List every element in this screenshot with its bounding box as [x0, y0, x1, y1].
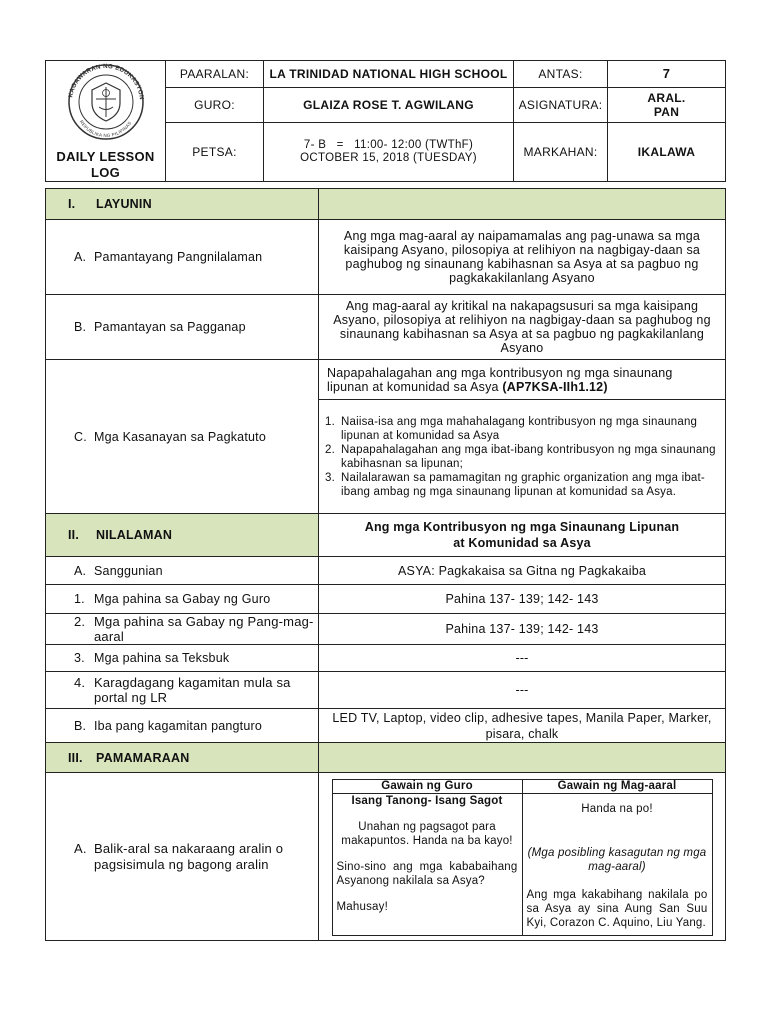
row-value: --- — [319, 645, 726, 672]
list-item: 3. Nailalarawan sa pamamagitan ng graphic organization ang mga ibat-ibang ambag ng mga sinaunang lipunan at komunidad sa Asya. — [325, 471, 705, 498]
activity-table — [332, 779, 713, 936]
row-portal-lr — [46, 672, 726, 709]
row-label: A. Sanggunian — [46, 557, 319, 585]
row-label: 2. Mga pahina sa Gabay ng Pang-mag-aaral — [46, 614, 319, 645]
activity-cell — [319, 773, 726, 941]
petsa-line-2: OCTOBER 15, 2018 (TUESDAY) — [300, 152, 477, 165]
row-label: 3. Mga pahina sa Teksbuk — [46, 645, 319, 672]
paaralan-label: PAARALAN: — [166, 61, 264, 88]
section-pamamaraan — [46, 743, 726, 773]
document-title: DAILY LESSON LOG — [56, 149, 155, 180]
row-value: Ang mag-aaral ay kritikal na nakapagsusuri sa mga kaisipang Asyano, pilosopiya at relihiyon na nagbigay-daan sa paghubog ng sinaunang kabihasnan sa Asya at sa pagbuo ng pagkakilanlang Asyano — [319, 295, 726, 360]
row-label: C. Mga Kasanayan sa Pagkatuto — [46, 360, 319, 514]
markahan-value: IKALAWA — [608, 123, 726, 182]
section-label: I. LAYUNIN — [46, 189, 319, 220]
guro-value: GLAIZA ROSE T. AGWILANG — [264, 87, 514, 122]
row-value: Ang mga mag-aaral ay naipamamalas ang pag-unawa sa mga kaisipang Asyano, pilosopiya at relihiyon na nagbigay-daan sa paghubog ng sinaunang kabihasnan sa Asya at sa pagbuo ng pagkakakilanlang Asyano — [319, 220, 726, 295]
section-empty — [319, 743, 726, 773]
row-label: 1. Mga pahina sa Gabay ng Guro — [46, 585, 319, 614]
row-pamantayan-pagganap — [46, 295, 726, 360]
guro-question: Sino-sino ang mga kababaihang Asyanong nakilala sa Asya? — [336, 861, 518, 887]
row-label: B. Iba pang kagamitan pangturo — [46, 709, 319, 743]
guro-label: GURO: — [166, 87, 264, 122]
petsa-value — [264, 123, 514, 182]
row-value: --- — [319, 672, 726, 709]
header-table — [45, 60, 726, 182]
antas-value: 7 — [608, 61, 726, 88]
row-label: B. Pamantayan sa Pagganap — [46, 295, 319, 360]
row-value: Pahina 137- 139; 142- 143 — [319, 585, 726, 614]
mag-aaral-note: (Mga posibling kasagutan ng mga mag-aaral) — [527, 847, 707, 873]
deped-seal — [67, 63, 145, 141]
antas-label: ANTAS: — [514, 61, 608, 88]
list-item: 2. Napapahalagahan ang mga ibat-ibang kontribusyon ng mga sinaunang kabihasnan sa lipunan; — [325, 443, 716, 470]
section-empty — [319, 189, 726, 220]
row-label: 4. Karagdagang kagamitan mula sa portal ng LR — [46, 672, 319, 709]
row-label: A. Balik-aral sa nakaraang aralin o pagsisimula ng bagong aralin — [46, 773, 319, 941]
guro-text: Unahan ng pagsagot para makapuntos. Handa na ba kayo! — [341, 821, 513, 847]
competency: Napapahalagahan ang mga kontribusyon ng mga sinaunang lipunan at komunidad sa Asya (AP7KSA-IIh1.12) — [319, 360, 726, 400]
row-pamantayang-pangnilalaman — [46, 220, 726, 295]
row-kasanayan — [46, 360, 726, 400]
objectives-cell — [319, 400, 726, 514]
svg-text:REPUBLIKA NG PILIPINAS: REPUBLIKA NG PILIPINAS — [78, 119, 132, 139]
seal-icon — [67, 63, 145, 141]
markahan-label: MARKAHAN: — [514, 123, 608, 182]
mag-aaral-activity — [522, 794, 712, 936]
guro-activity — [332, 794, 522, 936]
row-gabay-mag-aaral — [46, 614, 726, 645]
section-layunin — [46, 189, 726, 220]
row-iba-pang-kagamitan — [46, 709, 726, 743]
mag-aaral-text: Handa na po! — [581, 803, 653, 815]
row-value: Pahina 137- 139; 142- 143 — [319, 614, 726, 645]
activity-title: Isang Tanong- Isang Sagot — [351, 795, 503, 807]
section-nilalaman — [46, 514, 726, 557]
col-header-mag-aaral: Gawain ng Mag-aaral — [522, 780, 712, 794]
asignatura-label: ASIGNATURA: — [514, 87, 608, 122]
svg-text:KAGAWARAN NG EDUKASYON: KAGAWARAN NG EDUKASYON — [66, 63, 145, 101]
logo-cell — [46, 61, 166, 182]
petsa-label: PETSA: — [166, 123, 264, 182]
guro-praise: Mahusay! — [336, 901, 388, 913]
list-item: 1. Naiisa-isa ang mga mahahalagang kontribusyon ng mga sinaunang lipunan at komunidad sa Asya — [325, 415, 698, 442]
section-label: II. NILALAMAN — [46, 514, 319, 557]
row-label: A. Pamantayang Pangnilalaman — [46, 220, 319, 295]
competency-code: (AP7KSA-IIh1.12) — [502, 379, 608, 394]
mag-aaral-answer: Ang mga kakabihang nakilala po sa Asya ay sina Aung San Suu Kyi, Corazon C. Aquino, Liu Yang. — [526, 889, 708, 929]
objectives-list — [319, 413, 725, 501]
lesson-table — [45, 188, 726, 941]
row-value: LED TV, Laptop, video clip, adhesive tapes, Manila Paper, Marker, pisara, chalk — [319, 709, 726, 743]
asignatura-value: ARAL. PAN — [608, 87, 726, 122]
row-sanggunian — [46, 557, 726, 585]
section-label: III. PAMAMARAAN — [46, 743, 319, 773]
row-value: ASYA: Pagkakaisa sa Gitna ng Pagkakaiba — [319, 557, 726, 585]
row-balik-aral — [46, 773, 726, 941]
col-header-guro: Gawain ng Guro — [332, 780, 522, 794]
petsa-line-1: 7- B = 11:00- 12:00 (TWThF) — [303, 139, 474, 152]
paaralan-value: LA TRINIDAD NATIONAL HIGH SCHOOL — [264, 61, 514, 88]
section-value: Ang mga Kontribusyon ng mga Sinaunang Lipunan at Komunidad sa Asya — [319, 514, 726, 557]
row-teksbuk — [46, 645, 726, 672]
row-gabay-guro — [46, 585, 726, 614]
